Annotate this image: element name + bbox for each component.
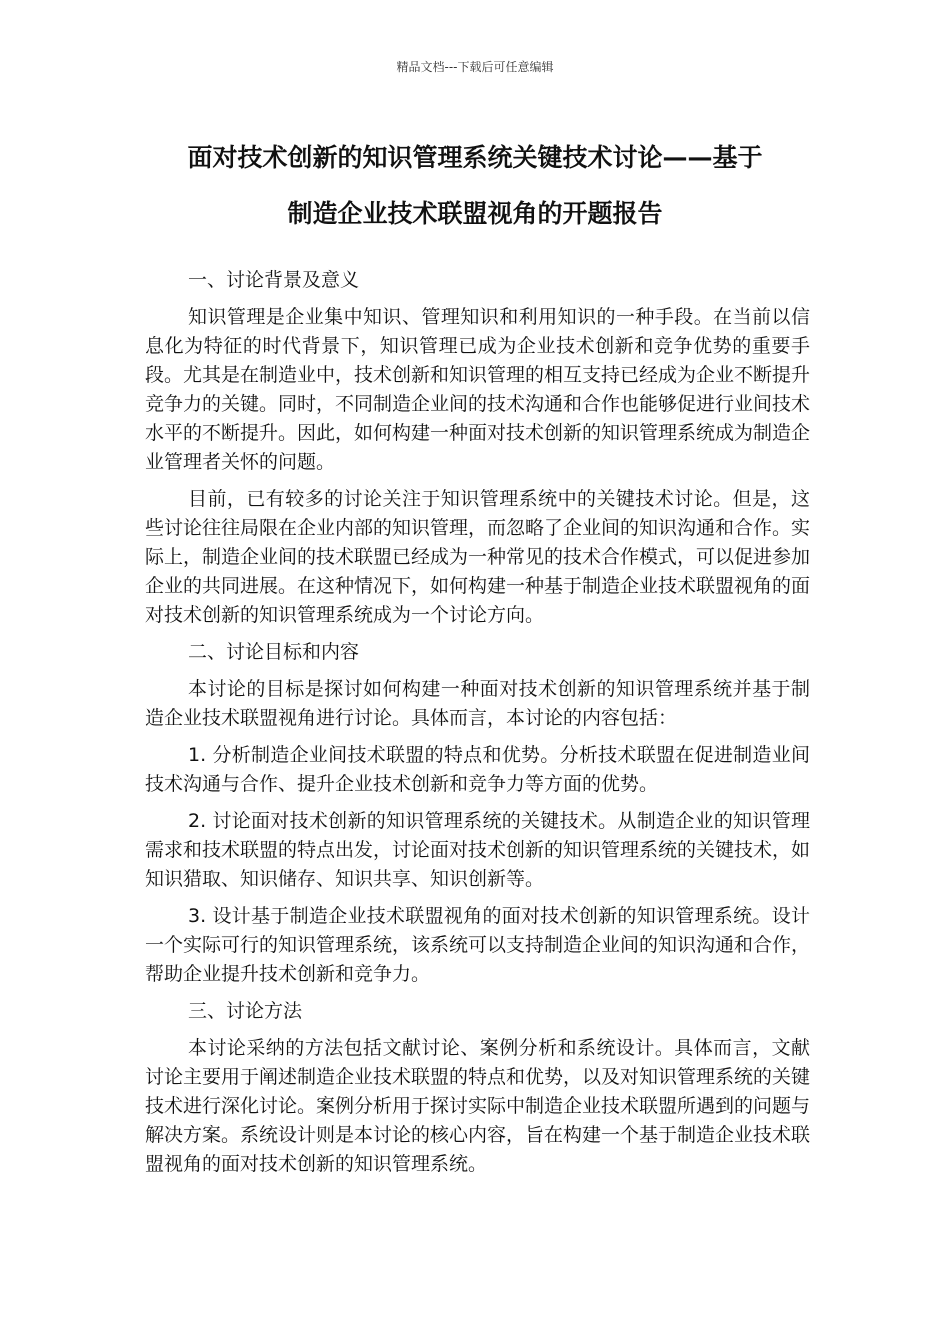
document-title bbox=[130, 130, 820, 242]
paragraph-background-2: 目前，已有较多的讨论关注于知识管理系统中的关键技术讨论。但是，这些讨论往往局限在企业内部的知识管理，而忽略了企业间的知识沟通和合作。实际上，制造企业间的技术联盟已经成为一种常见的技术合作模式，可以促进参加企业的共同进展。在这种情况下，如何构建一种基于制造企业技术联盟视角的面对技术创新的知识管理系统成为一个讨论方向。 bbox=[145, 488, 811, 626]
header-note: 精品文档---下载后可任意编辑 bbox=[396, 60, 554, 74]
title-line-1: 面对技术创新的知识管理系统关键技术讨论——基于 bbox=[187, 143, 763, 172]
paragraph-goals-intro: 本讨论的目标是探讨如何构建一种面对技术创新的知识管理系统并基于制造企业技术联盟视角进行讨论。具体而言，本讨论的内容包括： bbox=[145, 678, 810, 729]
list-item-goal-2: 2. 讨论面对技术创新的知识管理系统的关键技术。从制造企业的知识管理需求和技术联盟的特点出发，讨论面对技术创新的知识管理系统的关键技术，如知识猎取、知识储存、知识共享、知识创新等。 bbox=[145, 810, 811, 890]
document-body bbox=[145, 266, 810, 1187]
section-heading-goals: 二、讨论目标和内容 bbox=[188, 641, 360, 663]
paragraph-methods: 本讨论采纳的方法包括文献讨论、案例分析和系统设计。具体而言，文献讨论主要用于阐述制造企业技术联盟的特点和优势，以及对知识管理系统的关键技术进行深化讨论。案例分析用于探讨实际中制造企业技术联盟所遇到的问题与解决方案。系统设计则是本讨论的核心内容，旨在构建一个基于制造企业技术联盟视角的面对技术创新的知识管理系统。 bbox=[145, 1037, 811, 1175]
section-heading-background: 一、讨论背景及意义 bbox=[188, 269, 360, 291]
section-heading-methods: 三、讨论方法 bbox=[188, 1000, 303, 1022]
paragraph-background-1: 知识管理是企业集中知识、管理知识和利用知识的一种手段。在当前以信息化为特征的时代背景下，知识管理已成为企业技术创新和竞争优势的重要手段。尤其是在制造业中，技术创新和知识管理的相互支持已经成为企业不断提升竞争力的关键。同时，不同制造企业间的技术沟通和合作也能够促进行业间技术水平的不断提升。因此，如何构建一种面对技术创新的知识管理系统成为制造企业管理者关怀的问题。 bbox=[145, 306, 811, 473]
title-line-2: 制造企业技术联盟视角的开题报告 bbox=[287, 199, 663, 228]
list-item-goal-1: 1. 分析制造企业间技术联盟的特点和优势。分析技术联盟在促进制造业间技术沟通与合作、提升企业技术创新和竞争力等方面的优势。 bbox=[145, 744, 810, 795]
list-item-goal-3: 3. 设计基于制造企业技术联盟视角的面对技术创新的知识管理系统。设计一个实际可行的知识管理系统，该系统可以支持制造企业间的知识沟通和合作，帮助企业提升技术创新和竞争力。 bbox=[145, 905, 811, 985]
